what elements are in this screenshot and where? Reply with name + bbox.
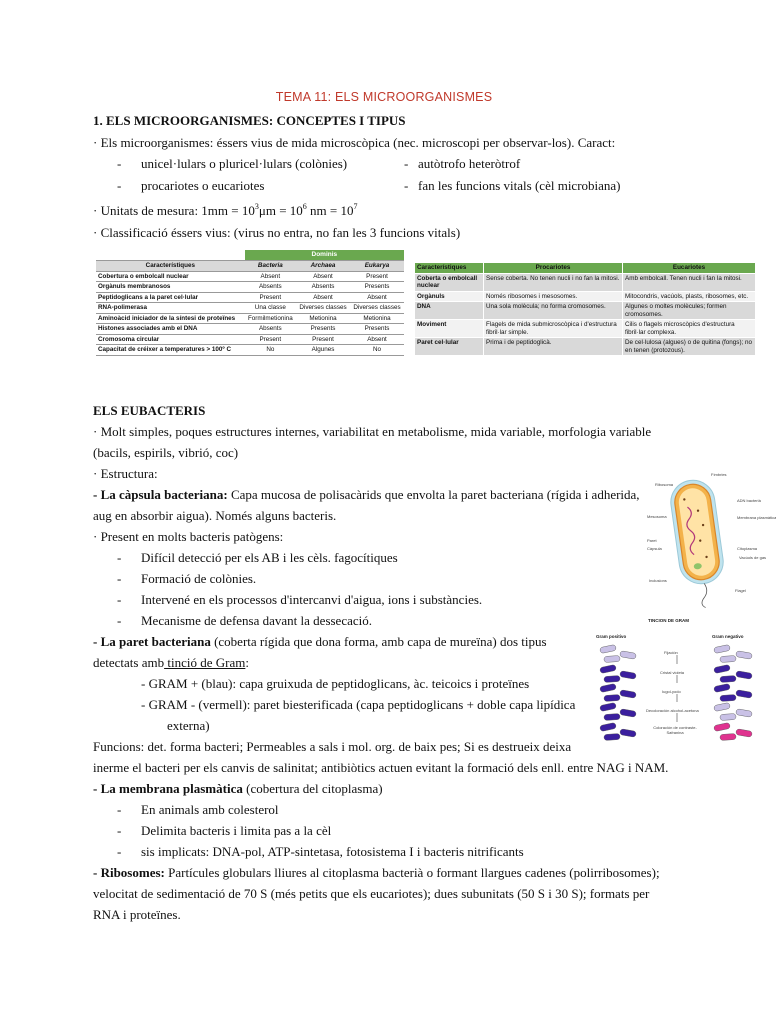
table-cell: Present	[350, 271, 404, 282]
page-title: TEMA 11: ELS MICROORGANISMES	[275, 90, 493, 104]
table-cell: Present	[296, 334, 350, 345]
paragraph-line: · Present en molts bacteris patògens:	[93, 529, 284, 544]
table-cell: Absents	[245, 282, 296, 293]
table-row	[415, 338, 756, 356]
table-cell: De cel·lulosa (algues) o de quitina (fongs); no en tenen (protozous).	[623, 338, 756, 356]
list-item: En animals amb colesterol	[141, 802, 279, 817]
table-row	[96, 292, 404, 303]
table-row	[96, 334, 404, 345]
gram-stain-illustration	[590, 616, 764, 746]
paragraph-line: velocitat de sedimentació de 70 S (més petits que els eucariotes); dues subunitats (50 S i 30 S); formats per	[93, 886, 650, 901]
figure-label: Flagel	[735, 588, 746, 593]
gram-negative-bacterium	[714, 664, 731, 673]
table-row	[96, 271, 404, 282]
table-cell: Prima i de peptidoglicà.	[484, 338, 623, 356]
table-row	[96, 282, 404, 293]
figure-label: Ribosoma	[655, 482, 674, 487]
figure-label: Coloración de contraste- Safranina	[653, 725, 697, 735]
figure-title: TINCION DE GRAM	[648, 618, 689, 623]
bullet-dash: -	[117, 592, 122, 607]
gram-positive-bacterium	[604, 733, 620, 740]
row-label: Coberta o embolcall nuclear	[415, 273, 484, 291]
table-row	[96, 324, 404, 335]
ribosomes-paragraph: - Ribosomes: Partícules globulars lliures al citoplasma bacterià o formant llargues cadenes (polirribosomes);	[93, 865, 660, 880]
table-cell: Presents	[350, 282, 404, 293]
gram-positive-bacterium	[620, 709, 637, 718]
figure-label: Decoloración alcohol-acetona	[646, 708, 699, 713]
gram-negative-bacterium	[714, 702, 731, 711]
figure-label: Paret	[647, 538, 657, 543]
figure-label: Cristal violeta	[660, 670, 685, 675]
classification-text: · Classificació éssers vius: (virus no entra, no fan les 3 funcions vitals)	[93, 225, 461, 240]
bullet-dash: -	[117, 550, 122, 565]
table-cell: Una sola molècula; no forma cromosomes.	[484, 302, 623, 320]
figure-label: Càpsula	[647, 546, 662, 551]
table-row	[96, 303, 404, 314]
table-cell: Sense coberta. No tenen nucli i no fan la mitosi.	[484, 273, 623, 291]
gram-positive-bacterium	[620, 671, 637, 680]
gram-negative-bacterium	[714, 683, 731, 692]
table-row	[415, 320, 756, 338]
gram-positive-bacterium	[604, 713, 620, 720]
table-cell: Presents	[350, 324, 404, 335]
table-cell: Present	[245, 292, 296, 303]
row-label: Histones associades amb el DNA	[96, 324, 245, 335]
figure-label: Gram positivo	[596, 634, 627, 639]
row-label: Orgànuls membranosos	[96, 282, 245, 293]
table-cell: Absent	[296, 292, 350, 303]
gram-positive-bacterium	[604, 694, 620, 701]
paragraph-line: (bacils, espirils, vibrió, coc)	[93, 445, 239, 460]
gram-positive-bacterium	[604, 655, 620, 662]
gram-negative-bacterium	[736, 729, 753, 738]
table-cell: Absent	[350, 292, 404, 303]
figure-label: Inclusions	[649, 578, 667, 583]
gram-negative-bacterium	[720, 733, 736, 740]
row-label: Cobertura o embolcall nuclear	[96, 271, 245, 282]
figure-label: Citoplasma	[737, 546, 758, 551]
table-row	[415, 273, 756, 291]
gram-stain-diagram	[590, 616, 764, 746]
section-heading: 1. ELS MICROORGANISMES: CONCEPTES I TIPUS	[93, 113, 406, 128]
table-cell: Cilis o flagels microscòpics d'estructura fibril·lar complexa.	[623, 320, 756, 338]
table-cell: Metionina	[350, 313, 404, 324]
list-item: autòtrofo heteròtrof	[418, 156, 521, 171]
gram-positive-bacterium	[600, 702, 617, 711]
column-header: Eucariotes	[623, 263, 756, 274]
table-cell: Formilmetionina	[245, 313, 296, 324]
list-item: externa)	[167, 718, 210, 733]
table-cell: Absents	[245, 324, 296, 335]
gram-negative-bacterium	[720, 675, 736, 682]
paragraph-line: · Estructura:	[93, 466, 158, 481]
list-item: procariotes o eucariotes	[141, 178, 265, 193]
domains-table	[96, 250, 404, 356]
table-cell: Només ribosomes i mesosomes.	[484, 291, 623, 302]
table-cell: No	[350, 345, 404, 356]
row-label: Aminoàcid iniciador de la síntesi de proteïnes	[96, 313, 245, 324]
cells-table	[414, 262, 756, 356]
domains-group-header: Dominis	[245, 250, 404, 261]
table-row	[415, 302, 756, 320]
bullet-dash: -	[117, 613, 122, 628]
row-label: DNA	[415, 302, 484, 320]
bullet-dash: -	[117, 156, 122, 171]
paragraph-line: Funcions: det. forma bacteri; Permeables a sals i mol. org. de baix pes; Si es destrueix deixa	[93, 739, 572, 754]
gram-negative-bacterium	[736, 671, 753, 680]
bullet-dash: -	[117, 823, 122, 838]
table-cell: Una classe	[245, 303, 296, 314]
column-header: Procariotes	[484, 263, 623, 274]
figure-label: Fímbries	[711, 472, 727, 477]
table-cell: Algunes	[296, 345, 350, 356]
gram-positive-bacterium	[600, 683, 617, 692]
gram-negative-bacterium	[714, 644, 731, 653]
column-header: Bacteria	[245, 261, 296, 272]
paret-paragraph: - La paret bacteriana (coberta rígida que dona forma, amb capa de mureïna) dos tipus	[93, 634, 547, 649]
gram-positive-bacterium	[620, 690, 637, 699]
list-item: - GRAM - (vermell): paret biesterificada (capa peptidoglicans + doble capa lipídica	[141, 697, 576, 712]
bacterium-diagram	[641, 466, 776, 596]
gram-positive-bacterium	[620, 651, 637, 660]
figure-label: Vacúols de gas	[739, 555, 767, 560]
row-label: Paret cel·lular	[415, 338, 484, 356]
figure-label: Fijación	[664, 650, 678, 655]
table-cell: Absents	[296, 282, 350, 293]
table-cell: Absent	[296, 271, 350, 282]
table-cell: Algunes o moltes molècules; formen cromosomes.	[623, 302, 756, 320]
table-cell: Diverses classes	[350, 303, 404, 314]
table-row	[96, 313, 404, 324]
gram-negative-bacterium	[736, 690, 753, 699]
units-text: · Unitats de mesura: $1mm = 10^3\mu m = 10^6$ nm = $10^7$	[93, 202, 358, 218]
gram-negative-bacterium	[714, 722, 731, 731]
bullet-dash: -	[404, 178, 409, 193]
bullet-dash: -	[117, 844, 122, 859]
column-header: Archaea	[296, 261, 350, 272]
row-label: Cromosoma circular	[96, 334, 245, 345]
table-cell: Absent	[245, 271, 296, 282]
table-cell: Flagels de mida submicroscòpica i d'estructura fibril·lar simple.	[484, 320, 623, 338]
list-item: - GRAM + (blau): capa gruixuda de peptidoglicans, àc. teicoics i proteïnes	[141, 676, 530, 691]
figure-label: Iugol-yodo	[662, 689, 681, 694]
list-item: Delimita bacteris i limita pas a la cèl	[141, 823, 332, 838]
table-cell: Diverses classes	[296, 303, 350, 314]
row-label: RNA-polimerasa	[96, 303, 245, 314]
list-item: Difícil detecció per els AB i les cèls. fagocítiques	[141, 550, 398, 565]
table-cell: No	[245, 345, 296, 356]
figure-label: Membrana plasmàtica	[737, 515, 776, 520]
bullet-dash: -	[117, 802, 122, 817]
gram-negative-bacterium	[720, 713, 736, 720]
paragraph-line: aug en absorbir aigua). Només alguns bacteris.	[93, 508, 337, 523]
bullet-dash: -	[404, 156, 409, 171]
gram-positive-bacterium	[600, 722, 617, 731]
gram-positive-bacterium	[600, 644, 617, 653]
figure-label: Mesosoma	[647, 514, 667, 519]
column-header: Característiques	[96, 261, 245, 272]
list-item: Mecanisme de defensa davant la dessecació.	[141, 613, 373, 628]
figure-label: ADN bacterià	[737, 498, 761, 503]
figure-label: Gram negativo	[712, 634, 744, 639]
column-header: Eukarya	[350, 261, 404, 272]
list-item: fan les funcions vitals (cèl microbiana)	[418, 178, 621, 193]
paragraph-line: · Molt simples, poques estructures internes, variabilitat en metabolisme, mida variable, morfologia variable	[93, 424, 652, 439]
gram-positive-bacterium	[600, 664, 617, 673]
row-label: Capacitat de créixer a temperatures > 100º C	[96, 345, 245, 356]
intro-text: · Els microorganismes: éssers vius de mida microscòpica (nec. microscopi per observar-los). Caract:	[93, 135, 616, 150]
table-row	[415, 291, 756, 302]
table-row	[96, 345, 404, 356]
list-item: Formació de colònies.	[141, 571, 257, 586]
bullet-dash: -	[117, 178, 122, 193]
paret-paragraph-2: detectats amb tinció de Gram:	[93, 655, 249, 670]
table-cell: Mitocondris, vacúols, plasts, ribosomes, etc.	[623, 291, 756, 302]
eubacteris-heading: ELS EUBACTERIS	[93, 403, 206, 418]
paragraph-line: RNA i proteïnes.	[93, 907, 181, 922]
table-cell: Amb embolcall. Tenen nucli i fan la mitosi.	[623, 273, 756, 291]
list-item: Intervené en els processos d'intercanvi d'aigua, ions i substàncies.	[141, 592, 483, 607]
column-header: Característiques	[415, 263, 484, 274]
gram-negative-bacterium	[736, 651, 753, 660]
list-item: unicel·lulars o pluricel·lulars (colònies)	[141, 156, 348, 171]
row-label: Moviment	[415, 320, 484, 338]
gram-negative-bacterium	[736, 709, 753, 718]
bullet-dash: -	[117, 571, 122, 586]
gram-negative-bacterium	[720, 655, 736, 662]
gram-negative-bacterium	[720, 694, 736, 701]
row-label: Orgànuls	[415, 291, 484, 302]
table-cell: Absent	[350, 334, 404, 345]
membrana-paragraph: - La membrana plasmàtica (cobertura del citoplasma)	[93, 781, 383, 796]
paragraph-line: inerme el bacteri per els canvis de salinitat; antibiòtics actuen evitant la formació dels enll. entre NAG i NAM.	[93, 760, 669, 775]
table-cell: Metionina	[296, 313, 350, 324]
table-cell: Presents	[296, 324, 350, 335]
gram-positive-bacterium	[604, 675, 620, 682]
gram-positive-bacterium	[620, 729, 637, 738]
table-cell: Present	[245, 334, 296, 345]
capsula-paragraph: - La càpsula bacteriana: Capa mucosa de polisacàrids que envolta la paret bacteriana (rígida i adherida,	[93, 487, 640, 502]
row-label: Peptidoglicans a la paret cel·lular	[96, 292, 245, 303]
list-item: sis implicats: DNA-pol, ATP-sintetasa, fotosistema I i bacteris nitrificants	[141, 844, 524, 859]
